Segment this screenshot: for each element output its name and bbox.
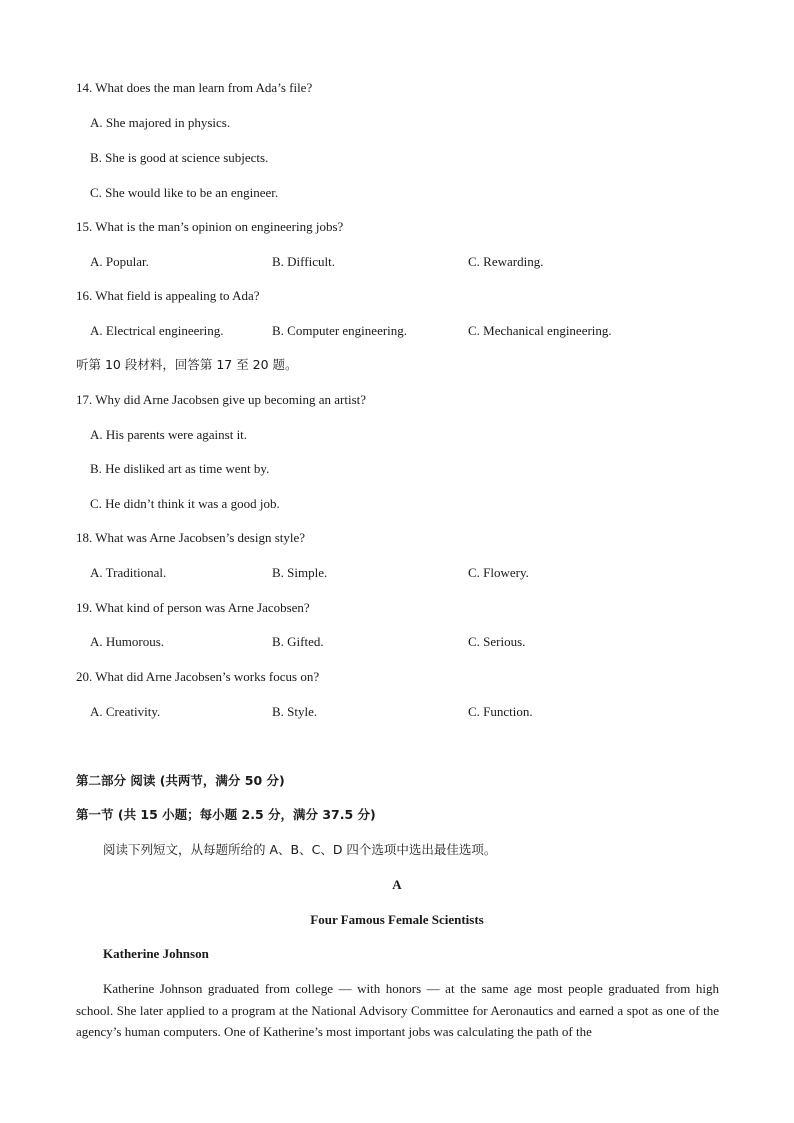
question-19-stem: 19. What kind of person was Arne Jacobsen? xyxy=(76,600,310,615)
question-17-option-a: A. His parents were against it. xyxy=(90,427,248,442)
question-20-option-c: C. Function. xyxy=(468,704,533,719)
passage-title: Four Famous Female Scientists xyxy=(310,912,484,927)
passage-paragraph: Katherine Johnson graduated from college — with honors — at the same age most people graduated from high school. She later applied to a program at the National Advisory Committee for Aeronautics and earned a spot as one of the agency’s human computers. One of Katherine’s most important jobs was calculating the path of the xyxy=(76,981,719,1039)
question-17-option-c: C. He didn’t think it was a good job. xyxy=(90,496,280,511)
question-18-option-c: C. Flowery. xyxy=(468,565,529,580)
question-14-stem: 14. What does the man learn from Ada’s file? xyxy=(76,80,313,95)
question-14-option-c: C. She would like to be an engineer. xyxy=(90,185,279,200)
question-20-stem: 20. What did Arne Jacobsen’s works focus on? xyxy=(76,669,320,684)
question-17-option-b: B. He disliked art as time went by. xyxy=(90,461,270,476)
question-17-stem: 17. Why did Arne Jacobsen give up becoming an artist? xyxy=(76,392,367,407)
question-18-stem: 18. What was Arne Jacobsen’s design style? xyxy=(76,530,306,545)
question-18-option-a: A. Traditional. xyxy=(90,565,167,580)
part-2-heading: 第二部分 阅读 (共两节，满分 50 分) xyxy=(76,773,285,788)
question-14-option-b: B. She is good at science subjects. xyxy=(90,150,269,165)
reading-instruction: 阅读下列短文，从每题所给的 A、B、C、D 四个选项中选出最佳选项。 xyxy=(103,842,497,857)
section-10-instruction: 听第 10 段材料，回答第 17 至 20 题。 xyxy=(76,357,298,372)
question-15-option-c: C. Rewarding. xyxy=(468,254,544,269)
section-1-heading: 第一节 (共 15 小题；每小题 2.5 分，满分 37.5 分) xyxy=(76,807,376,822)
question-19-option-b: B. Gifted. xyxy=(272,634,324,649)
question-16-option-b: B. Computer engineering. xyxy=(272,323,408,338)
question-15-option-a: A. Popular. xyxy=(90,254,149,269)
question-16-option-a: A. Electrical engineering. xyxy=(90,323,224,338)
question-16-stem: 16. What field is appealing to Ada? xyxy=(76,288,260,303)
question-16-option-c: C. Mechanical engineering. xyxy=(468,323,612,338)
question-20-option-b: B. Style. xyxy=(272,704,318,719)
question-19-option-c: C. Serious. xyxy=(468,634,526,649)
question-18-option-b: B. Simple. xyxy=(272,565,328,580)
question-20-option-a: A. Creativity. xyxy=(90,704,161,719)
question-15-stem: 15. What is the man’s opinion on engineering jobs? xyxy=(76,219,344,234)
question-14-option-a: A. She majored in physics. xyxy=(90,115,231,130)
passage-subheading: Katherine Johnson xyxy=(103,946,209,961)
passage-letter: A xyxy=(392,877,402,892)
question-15-option-b: B. Difficult. xyxy=(272,254,335,269)
question-19-option-a: A. Humorous. xyxy=(90,634,165,649)
